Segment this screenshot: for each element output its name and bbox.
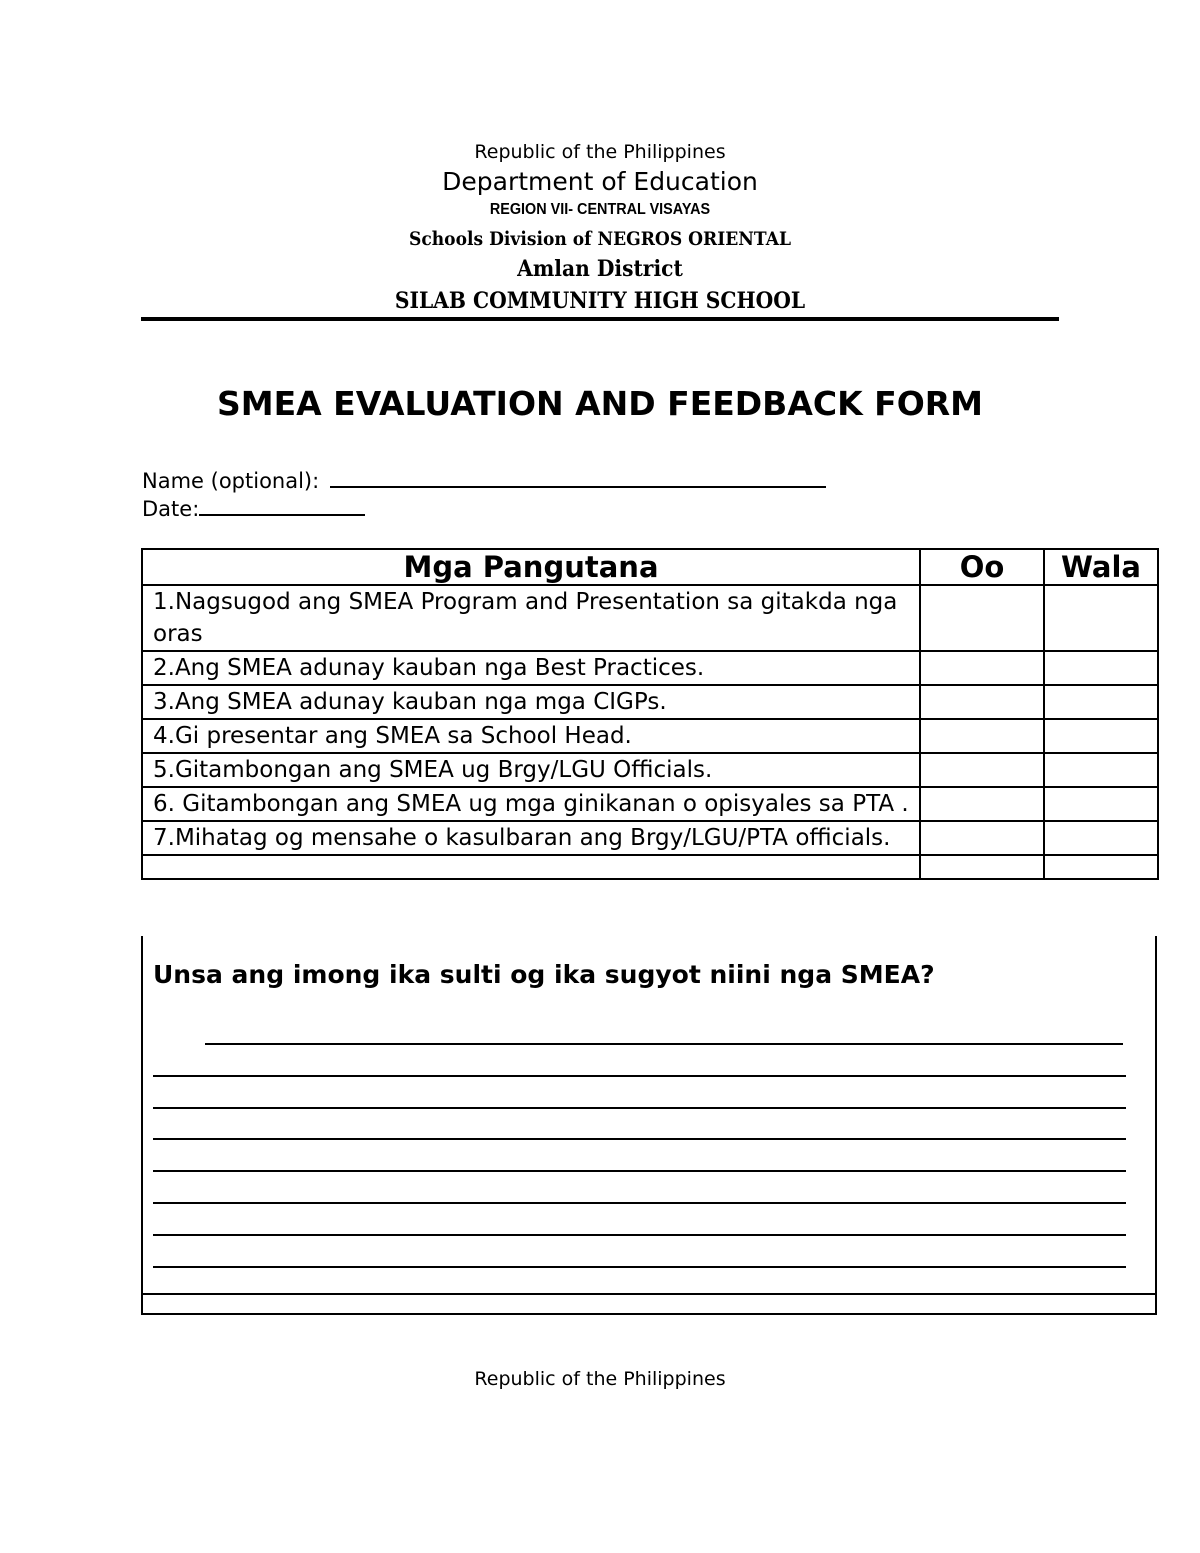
- question-cell: 3.Ang SMEA adunay kauban nga mga CIGPs.: [142, 685, 920, 719]
- letterhead-divider: [141, 317, 1059, 321]
- feedback-box-footer-row: [141, 1293, 1157, 1315]
- feedback-writing-line[interactable]: [205, 1043, 1123, 1045]
- letterhead-division: Schools Division of NEGROS ORIENTAL: [408, 228, 791, 250]
- feedback-writing-line[interactable]: [153, 1170, 1126, 1172]
- form-title: SMEA EVALUATION AND FEEDBACK FORM: [217, 384, 983, 423]
- feedback-writing-line[interactable]: [153, 1202, 1126, 1204]
- table-row: [142, 585, 1158, 651]
- table-row: [142, 753, 1158, 787]
- name-blank[interactable]: [330, 466, 826, 488]
- date-blank[interactable]: [199, 494, 365, 516]
- no-checkbox-cell[interactable]: [1044, 685, 1158, 719]
- no-checkbox-cell[interactable]: [1044, 787, 1158, 821]
- yes-checkbox-cell[interactable]: [920, 685, 1044, 719]
- feedback-writing-line[interactable]: [153, 1138, 1126, 1140]
- questions-table: [141, 548, 1159, 880]
- yes-checkbox-cell[interactable]: [920, 821, 1044, 855]
- table-row: [142, 719, 1158, 753]
- feedback-box: [141, 936, 1157, 1294]
- yes-checkbox-cell[interactable]: [920, 651, 1044, 685]
- table-row: [142, 787, 1158, 821]
- date-label: Date:: [142, 497, 200, 521]
- table-row: [142, 651, 1158, 685]
- no-checkbox-cell[interactable]: [1044, 753, 1158, 787]
- date-field: [142, 494, 365, 521]
- question-cell: 1.Nagsugod ang SMEA Program and Presentation sa gitakda nga oras: [142, 585, 920, 651]
- feedback-prompt: Unsa ang imong ika sulti og ika sugyot niini nga SMEA?: [153, 960, 935, 989]
- yes-checkbox-cell[interactable]: [920, 787, 1044, 821]
- no-checkbox-cell[interactable]: [1044, 585, 1158, 651]
- letterhead-region: REGION VII- CENTRAL VISAYAS: [489, 201, 711, 218]
- table-row: [142, 821, 1158, 855]
- name-label: Name (optional):: [142, 469, 326, 493]
- letterhead-republic: Republic of the Philippines: [474, 141, 726, 163]
- header-questions: Mga Pangutana: [142, 549, 920, 585]
- letterhead-school: SILAB COMMUNITY HIGH SCHOOL: [394, 288, 806, 314]
- feedback-writing-line[interactable]: [153, 1107, 1126, 1109]
- feedback-writing-line[interactable]: [153, 1266, 1126, 1268]
- name-field: [142, 466, 826, 493]
- yes-checkbox-cell[interactable]: [920, 585, 1044, 651]
- feedback-writing-line[interactable]: [153, 1075, 1126, 1077]
- table-empty-row: [142, 855, 1158, 879]
- letterhead-district: Amlan District: [517, 256, 683, 282]
- question-cell: 5.Gitambongan ang SMEA ug Brgy/LGU Officials.: [142, 753, 920, 787]
- question-cell: 4.Gi presentar ang SMEA sa School Head.: [142, 719, 920, 753]
- no-checkbox-cell[interactable]: [1044, 651, 1158, 685]
- header-yes: Oo: [920, 549, 1044, 585]
- header-no: Wala: [1044, 549, 1158, 585]
- question-cell: 6. Gitambongan ang SMEA ug mga ginikanan o opisyales sa PTA .: [142, 787, 920, 821]
- no-checkbox-cell[interactable]: [1044, 719, 1158, 753]
- table-row: [142, 685, 1158, 719]
- letterhead-department: Department of Education: [442, 167, 758, 196]
- question-cell: 2.Ang SMEA adunay kauban nga Best Practices.: [142, 651, 920, 685]
- feedback-writing-line[interactable]: [153, 1234, 1126, 1236]
- empty-cell: [920, 855, 1044, 879]
- empty-cell: [142, 855, 920, 879]
- table-header-row: [142, 549, 1158, 585]
- yes-checkbox-cell[interactable]: [920, 719, 1044, 753]
- no-checkbox-cell[interactable]: [1044, 821, 1158, 855]
- empty-cell: [1044, 855, 1158, 879]
- yes-checkbox-cell[interactable]: [920, 753, 1044, 787]
- footer-republic: Republic of the Philippines: [474, 1368, 726, 1390]
- question-cell: 7.Mihatag og mensahe o kasulbaran ang Brgy/LGU/PTA officials.: [142, 821, 920, 855]
